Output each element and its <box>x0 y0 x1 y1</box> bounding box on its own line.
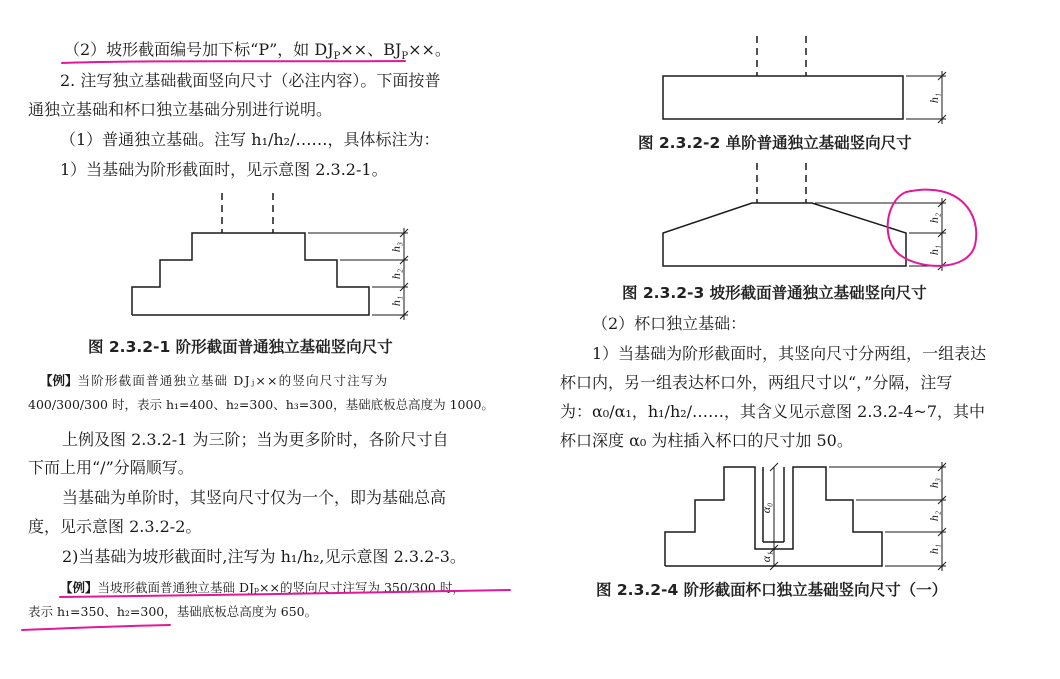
right-line-1: （2）杯口独立基础： <box>592 314 747 333</box>
para-5: 2)当基础为坡形截面时,注写为 h₁/h₂,见示意图 2.3.2-3。 <box>62 547 466 566</box>
example-2-tag: 【例】 <box>60 580 98 595</box>
fig4-caption: 图 2.3.2-4 阶形截面杯口独立基础竖向尺寸（一） <box>596 581 948 599</box>
fig4-h1-label: h₁ <box>927 543 941 555</box>
line-3: 通独立基础和杯口独立基础分别进行说明。 <box>28 100 333 119</box>
fig2-caption: 图 2.3.2-2 单阶普通独立基础竖向尺寸 <box>638 134 912 152</box>
fig3-h2-label: h₂ <box>927 212 941 224</box>
right-line-4: 为：α₀/α₁，h₁/h₂/……，其含义见示意图 2.3.2-4~7，其中 <box>560 402 986 421</box>
stepped-outline <box>132 233 369 315</box>
underline-example-2-result <box>22 625 170 630</box>
fig3-h1-label: h₁ <box>927 244 941 256</box>
fig1-h1-label: h₁ <box>389 295 403 307</box>
fig3-dimension <box>815 198 946 271</box>
fig2-h1-label: h₁ <box>927 92 941 104</box>
underline-line-1 <box>62 61 405 63</box>
example-2-line-2: 表示 h₁=350、h₂=300，基础底板总高度为 650。 <box>28 604 318 619</box>
fig1-h2-label: h₂ <box>389 268 403 280</box>
line-4: （1）普通独立基础。注写 h₁/h₂/……，具体标注为： <box>60 130 440 149</box>
example-1-tag: 【例】 <box>40 373 78 388</box>
para-2: 下而上用“/”分隔顺写。 <box>28 458 194 477</box>
example-1-line-2: 400/300/300 时，表示 h₁=400、h₂=300、h₃=300，基础底板总高度为 1000。 <box>28 397 494 412</box>
line-1-text: （2）坡形截面编号加下标“P”，如 DJ <box>64 40 334 59</box>
sloped-outline <box>663 203 906 266</box>
single-step-outline <box>663 76 903 119</box>
line-1-mid: ××、BJ <box>340 40 402 59</box>
right-line-5: 杯口深度 α₀ 为柱插入杯口的尺寸加 50。 <box>560 431 853 450</box>
line-5: 1）当基础为阶形截面时，见示意图 2.3.2-1。 <box>60 160 388 179</box>
fig4-h3-label: h₃ <box>927 477 941 489</box>
line-1-end: ××。 <box>408 40 451 59</box>
fig2-single-step-foundation <box>663 36 946 124</box>
example-1-text: 当阶形截面普通独立基础 DJⱼ××的竖向尺寸注写为 <box>77 373 389 388</box>
para-1: 上例及图 2.3.2-1 为三阶；当为更多阶时，各阶尺寸自 <box>62 430 449 449</box>
right-line-2: 1）当基础为阶形截面时，其竖向尺寸分两组，一组表达 <box>592 344 987 363</box>
para-4: 度，见示意图 2.3.2-2。 <box>28 517 202 536</box>
right-line-3: 杯口内，另一组表达杯口外，两组尺寸以“，”分隔，注写 <box>560 373 953 392</box>
handwritten-annotations <box>22 61 976 630</box>
subscript-p: P <box>333 51 341 63</box>
fig4-a1-label: α₁ <box>759 551 773 563</box>
underline-example-2 <box>60 590 510 597</box>
fig1-caption: 图 2.3.2-1 阶形截面普通独立基础竖向尺寸 <box>88 338 393 356</box>
fig3-sloped-foundation <box>663 163 946 271</box>
fig3-caption: 图 2.3.2-3 坡形截面普通独立基础竖向尺寸 <box>622 284 927 302</box>
fig4-h2-label: h₂ <box>927 510 941 522</box>
line-2: 2. 注写独立基础截面竖向尺寸（必注内容）。下面按普 <box>60 71 441 90</box>
para-3: 当基础为单阶时，其竖向尺寸仅为一个，即为基础总高 <box>62 488 447 507</box>
fig1-stepped-foundation <box>132 193 408 320</box>
fig4-cup-foundation <box>665 462 946 571</box>
example-2-text: 当坡形截面普通独立基础 DJₚ××的竖向尺寸注写为 350/300 时， <box>97 580 465 595</box>
subscript-p: P <box>401 51 409 63</box>
fig1-h3-label: h₃ <box>389 241 403 253</box>
fig4-a0-label: α₀ <box>759 502 773 514</box>
